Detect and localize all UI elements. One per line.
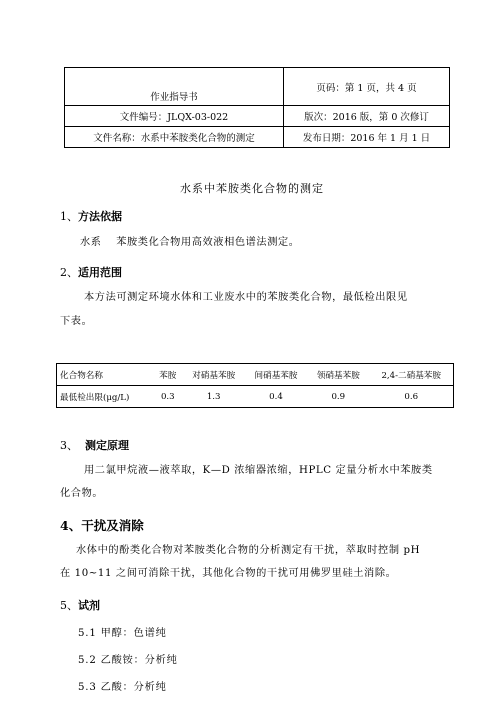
- reagent-item: 5.1 甲醇：色谱纯: [78, 628, 167, 639]
- document-title: 水系中苯胺类化合物的测定: [180, 182, 324, 195]
- table-header-row: [57, 364, 454, 386]
- section-4-heading: 4、干扰及消除: [60, 518, 144, 533]
- section-2-heading: [60, 264, 122, 280]
- section-1-title: 方法依据: [78, 210, 122, 223]
- table-cell: 0.3: [153, 386, 183, 408]
- table-header-cell: 2,4-二硝基苯胺: [369, 364, 453, 386]
- header-table: [64, 67, 450, 148]
- section-3-title: 测定原理: [85, 439, 129, 452]
- section-3-heading: [60, 437, 129, 453]
- table-cell: 0.6: [369, 386, 453, 408]
- doc-number: 文件编号：JLQX-03-022: [65, 106, 284, 127]
- section-4-text-line1: 水体中的酚类化合物对苯胺类化合物的分析测定有干扰，萃取时控制 pH: [76, 545, 421, 556]
- section-1-number: 1、: [60, 210, 78, 223]
- table-row-label: 最低检出限(μg/L): [57, 386, 154, 408]
- reagent-item: 5.3 乙酸：分析纯: [78, 682, 167, 693]
- table-header-cell: 化合物名称: [57, 364, 154, 386]
- doc-type-title: 作业指导书: [65, 68, 284, 106]
- section-2-title: 适用范围: [78, 266, 122, 279]
- section-1-text: 水系 苯胺类化合物用高效液相色谱法测定。: [80, 237, 300, 248]
- table-cell: 0.9: [307, 386, 369, 408]
- file-name: 文件名称：水系中苯胺类化合物的测定: [65, 127, 284, 148]
- table-row: [57, 386, 454, 408]
- reagent-item: 5.2 乙酸铵：分析纯: [78, 655, 178, 666]
- section-5-number: 5、: [60, 599, 78, 612]
- section-1-heading: [60, 208, 122, 224]
- section-5-heading: [60, 597, 100, 613]
- section-2-text-line1: 本方法可测定环境水体和工业废水中的苯胺类化合物，最低检出限见: [84, 292, 408, 303]
- table-cell: 1.3: [183, 386, 245, 408]
- section-3-text-line1: 用二氯甲烷液—液萃取，K—D 浓缩器浓缩，HPLC 定量分析水中苯胺类: [84, 465, 433, 476]
- release-date: 发布日期：2016 年 1 月 1 日: [284, 127, 450, 148]
- detection-limit-table: [56, 363, 454, 408]
- section-5-title: 试剂: [78, 599, 100, 612]
- section-3-text-line2: 化合物。: [60, 488, 104, 499]
- version: 版次：2016 版，第 0 次修订: [284, 106, 450, 127]
- table-cell: 0.4: [245, 386, 307, 408]
- page-info: 页码：第 1 页，共 4 页: [284, 68, 450, 106]
- section-3-number: 3、: [60, 439, 78, 452]
- section-2-number: 2、: [60, 266, 78, 279]
- table-header-cell: 对硝基苯胺: [183, 364, 245, 386]
- table-header-cell: 领硝基苯胺: [307, 364, 369, 386]
- section-4-text-line2: 在 10~11 之间可消除干扰，其他化合物的干扰可用佛罗里硅土消除。: [60, 568, 397, 579]
- table-header-cell: 间硝基苯胺: [245, 364, 307, 386]
- table-header-cell: 苯胺: [153, 364, 183, 386]
- section-2-text-line2: 下表。: [60, 316, 93, 327]
